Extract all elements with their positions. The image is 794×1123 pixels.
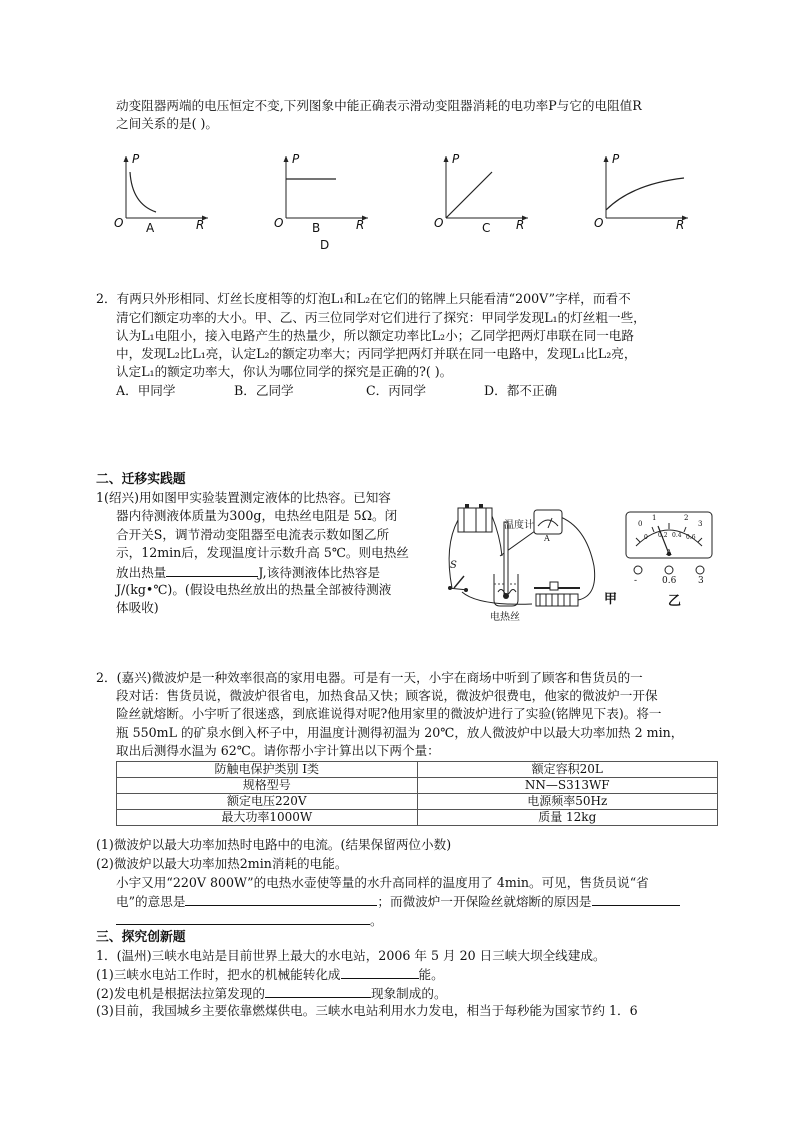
q2-option-d[interactable]: D．都不正确 (484, 383, 558, 398)
fuse-reason-blank-cont[interactable] (116, 912, 370, 925)
q2-option-b[interactable]: B．乙同学 (234, 383, 294, 398)
s2-q2-sub3c (116, 912, 383, 929)
s2-q1-line3: 合开关S，调节滑动变阻器至电流表示数如图乙所 (116, 527, 390, 542)
q1-stem-line1: 动变阻器两端的电压恒定不变,下列图象中能正确表示滑动变阻器消耗的电功率P与它的电阻值R (116, 98, 642, 113)
scale-tick-2: 2 (684, 514, 689, 522)
s2-q2-line2: 段对话：售货员说，微波炉很省电，加热食品又快；顾客说，微波炉很费电，他家的微波炉一开保 (116, 688, 658, 703)
graph-a-x-label: R (196, 218, 205, 232)
graph-a-origin: O (114, 216, 124, 230)
s2-q1-line4: 示，12min后，发现温度计示数升高 5℃。则电热丝 (116, 545, 409, 560)
s3-sub2 (96, 985, 447, 1002)
s2-q2-sub3a: 小宇又用“220V 800W”的电热水壶使等量的水升高同样的温度用了 4min。可见，售货员说“省 (116, 875, 649, 890)
s2-q1-line6: J/(kg•℃)。(假设电热丝放出的热量全部被待测液 (116, 582, 392, 597)
table-cell: 规格型号 (117, 778, 418, 794)
terminal-3: 3 (698, 576, 704, 586)
graph-b-label: B (312, 221, 321, 235)
table-cell: 质量 12kg (417, 810, 718, 826)
ammeter-label: A (544, 534, 550, 543)
s3-sub1-pre: (1)三峡水电站工作时，把水的机械能转化成 (96, 967, 341, 982)
table-cell: 最大功率1000W (117, 810, 418, 826)
table-cell: 额定电压220V (117, 794, 418, 810)
s2-q1-line5-post: J,该待测液体比热容是 (258, 565, 381, 580)
graph-c (432, 152, 532, 235)
figure-a-label: 甲 (604, 592, 618, 607)
table-cell: 额定容积20L (417, 762, 718, 778)
q2-options (116, 383, 557, 399)
graph-d-y-label: P (612, 152, 620, 166)
s3-sub3: (3)目前，我国城乡主要依靠燃煤供电。三峡水电站利用水力发电，相当于每秒能为国家节约 1．6 (96, 1003, 638, 1018)
scale-small-1: 0.2 (658, 532, 668, 539)
graph-c-label: C (482, 221, 491, 235)
graph-c-y-label: P (452, 152, 460, 166)
table-cell: 电源频率50Hz (417, 794, 718, 810)
graph-b (272, 152, 372, 235)
sub3b-pre: 电”的意思是 (116, 894, 186, 909)
s2-q2-sub1: (1)微波炉以最大功率加热时电路中的电流。(结果保留两位小数) (96, 837, 452, 852)
phenomenon-blank[interactable] (265, 985, 371, 998)
q2-line1: 2．有两只外形相同、灯丝长度相等的灯泡L₁和L₂在它们的铭牌上只能看清“200V”字样，而看不 (96, 291, 631, 306)
s2-q1-line7: 体吸收) (116, 600, 159, 615)
terminal-06: 0.6 (662, 576, 677, 586)
table-row (117, 794, 718, 810)
scale-tick-0: 0 (638, 520, 643, 528)
s2-q1-line5-pre: 放出热量 (116, 565, 167, 580)
s2-q2-line5: 取出后测得水温为 62℃。请你帮小宇计算出以下两个量： (116, 743, 440, 758)
graph-a-label: A (146, 221, 155, 235)
q2-line5: 认定L₁的额定功率大，你认为哪位同学的探究是正确的?( )。 (116, 364, 453, 379)
s2-q2-line1: 2．(嘉兴)微波炉是一种效率很高的家用电器。可是有一天，小宇在商场中听到了顾客和售货员的一 (96, 670, 643, 685)
circuit-figure (438, 496, 604, 622)
s3-sub1 (96, 966, 444, 983)
table-row (117, 762, 718, 778)
section2-title: 二、迁移实践题 (96, 472, 186, 487)
graph-d (592, 152, 692, 232)
switch-label: S (450, 560, 457, 571)
graph-d-x-label: R (676, 218, 685, 232)
q2-line2: 清它们额定功率的大小。甲、乙、丙三位同学对它们进行了探究：甲同学发现L₁的灯丝粗一些， (116, 310, 646, 325)
table-cell: NN—S313WF (417, 778, 718, 794)
scale-small-3: 0.6 (686, 534, 696, 541)
table-cell: 防触电保护类别 I类 (117, 762, 418, 778)
fuse-reason-blank[interactable] (592, 893, 680, 906)
s2-q1-line2: 器内待测液体质量为300g，电热丝电阻是 5Ω。闭 (116, 508, 398, 523)
table-row (117, 810, 718, 826)
q1-stem-line2: 之间关系的是( )。 (116, 116, 218, 131)
graph-b-y-label: P (292, 152, 300, 166)
graph-d-label: D (320, 238, 330, 252)
figure-b-label: 乙 (668, 594, 682, 609)
thermometer-label: 温度计 (504, 520, 534, 531)
scale-small-2: 0.4 (672, 532, 682, 539)
s3-q1-line: 1．(温州)三峡水电站是目前世界上最大的水电站，2006 年 5 月 20 日三峡大坝全线建成。 (96, 948, 606, 963)
graph-d-origin: O (594, 216, 604, 230)
table-row (117, 778, 718, 794)
q2-option-c[interactable]: C．丙同学 (366, 383, 427, 398)
s2-q2-line3: 险丝就熔断。小宇听了很迷惑，到底谁说得对呢?他用家里的微波炉进行了实验(铭牌见下表)。将一 (116, 706, 662, 721)
graph-b-x-label: R (356, 218, 365, 232)
heater-label: 电热丝 (490, 612, 520, 623)
sub3c-end: 。 (370, 913, 383, 928)
s2-q2-sub3b (116, 893, 680, 910)
q2-line3: 认为L₁电阻小，接入电路产生的热量少，所以额定功率比L₂小；乙同学把两灯串联在同一电路 (116, 328, 634, 343)
scale-small-0: 0 (644, 534, 648, 541)
q2-option-a[interactable]: A．甲同学 (116, 383, 176, 398)
saving-meaning-blank[interactable] (185, 893, 377, 906)
energy-form-blank[interactable] (341, 966, 419, 979)
graph-a (112, 152, 212, 235)
s2-q2-sub2: (2)微波炉以最大功率加热2min消耗的电能。 (96, 856, 348, 871)
s2-q2-line4: 瓶 550mL 的矿泉水倒入杯子中，用温度计测得初温为 20℃，放人微波炉中以最大功率加热 2 min， (116, 725, 684, 740)
s2-q1-line5 (116, 564, 380, 581)
graph-b-origin: O (274, 216, 284, 230)
q2-line4: 中，发现L₂比L₁亮，认定L₂的额定功率大；丙同学把两灯并联在同一电路中，发现L₁比L₂亮， (116, 346, 637, 361)
s3-sub2-pre: (2)发电机是根据法拉第发现的 (96, 986, 265, 1001)
graph-c-origin: O (434, 216, 444, 230)
graph-c-x-label: R (516, 218, 525, 232)
s2-q1-line1: 1(绍兴)用如图甲实验装置测定液体的比热容。已知容 (96, 490, 391, 505)
terminal-neg: - (634, 576, 638, 586)
scale-tick-3: 3 (698, 520, 703, 528)
graph-a-y-label: P (132, 152, 140, 166)
section3-title: 三、探究创新题 (96, 930, 186, 945)
s3-sub1-post: 能。 (418, 967, 444, 982)
s3-sub2-post: 现象制成的。 (370, 986, 447, 1001)
scale-tick-1: 1 (652, 514, 657, 522)
heat-answer-blank[interactable] (166, 564, 258, 577)
dial-unit-label: A (666, 548, 672, 557)
sub3b-mid: ；而微波炉一开保险丝就熔断的原因是 (377, 894, 592, 909)
nameplate-table (116, 761, 718, 826)
